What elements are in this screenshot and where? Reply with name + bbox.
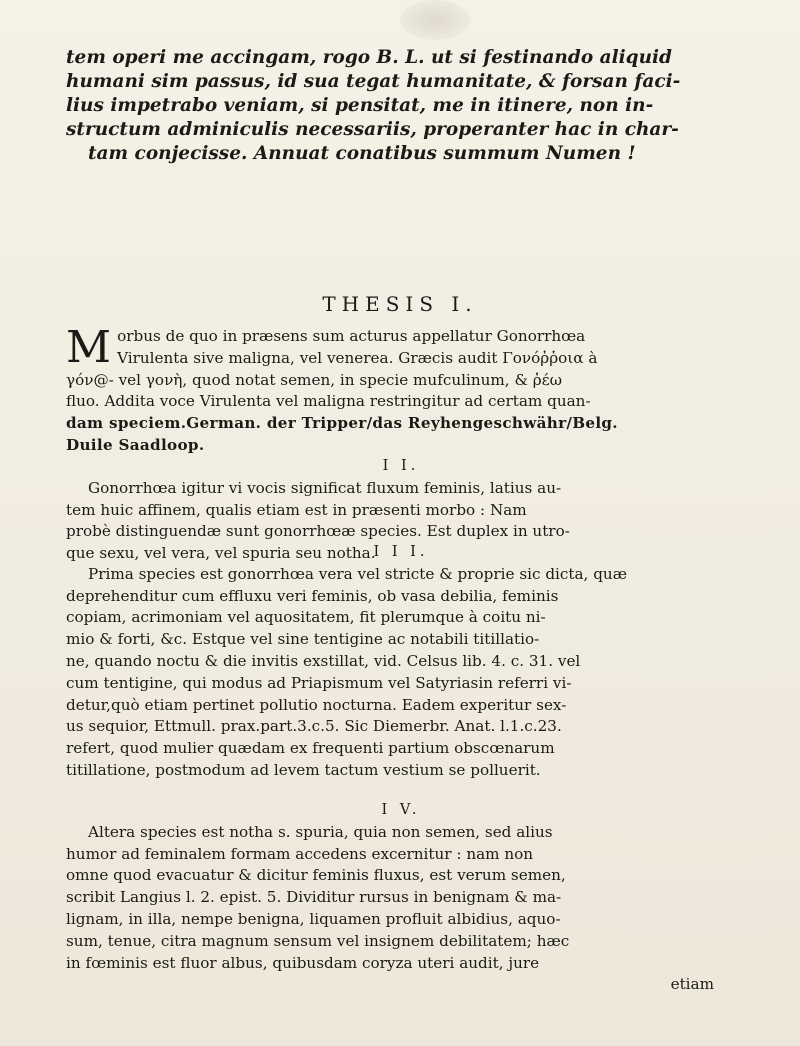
intro-line: structum adminiculis necessariis, properanter hac in char- (66, 119, 679, 140)
text-line: tem huic affinem, qualis etiam est in præsenti morbo : Nam (66, 500, 527, 519)
drop-cap: M (66, 322, 112, 373)
intro-line: humani sim passus, id sua tegat humanitate, & forsan faci- (66, 71, 681, 92)
text-line: Prima species est gonorrhœa vera vel stricte & proprie sic dicta, quæ (88, 564, 627, 583)
text-line: fluo. Addita voce Virulenta vel maligna restringitur ad certam quan- (66, 392, 591, 411)
text-line: copiam, acrimoniam vel aquositatem, fit plerumque à coitu ni- (66, 608, 546, 627)
section-3 (66, 542, 736, 782)
text-line: omne quod evacuatur & dicitur feminis fluxus, est verum semen, (66, 866, 566, 885)
section-number: I V. (381, 802, 421, 818)
paper-stain (400, 0, 470, 40)
text-line: dam speciem.German. der Tripper/das Reyhengeschwähr/Belg. (66, 414, 618, 433)
text-line: Altera species est notha s. spuria, quia non semen, sed alius (88, 822, 553, 841)
text-line: Duile Saadloop. (66, 435, 205, 454)
text-line: refert, quod mulier quædam ex frequenti partium obscœnarum (66, 739, 555, 758)
section-1 (66, 322, 736, 457)
section-number: I I. (382, 458, 420, 474)
text-line: Gonorrhœa igitur vi vocis significat fluxum feminis, latius au- (88, 478, 562, 497)
text-line: in fœminis est fluor albus, quibusdam coryza uteri audit, jure (66, 953, 540, 972)
text-line: scribit Langius l. 2. epist. 5. Dividitur rursus in benignam & ma- (66, 888, 562, 907)
text-line: cum tentigine, qui modus ad Priapismum vel Satyriasin referri vi- (66, 673, 572, 692)
catchword: etiam (670, 975, 714, 994)
text-line: γόν@- vel γονὴ, quod notat semen, in specie mufculinum, & ῥέω (66, 370, 562, 389)
text-line: sum, tenue, citra magnum sensum vel insignem debilitatem; hæc (66, 931, 570, 950)
text-line: lignam, in illa, nempe benigna, liquamen profluit albidius, aquo- (66, 909, 561, 928)
intro-paragraph (66, 46, 736, 166)
intro-line: lius impetrabo veniam, si pensitat, me in itinere, non in- (66, 95, 654, 116)
section-4 (66, 800, 736, 996)
text-line: mio & forti, &c. Estque vel sine tentigine ac notabili titillatio- (66, 630, 540, 649)
text-line: ne, quando noctu & die invitis exstillat, vid. Celsus lib. 4. c. 31. vel (66, 651, 581, 670)
text-line: detur,quò etiam pertinet pollutio nocturna. Eadem experitur sex- (66, 695, 567, 714)
section-number: I I I. (373, 544, 429, 560)
text-line: Virulenta sive maligna, vel venerea. Græcis audit Γονόῤῥοια à (117, 348, 598, 367)
text-line: que sexu, vel vera, vel spuria seu notha. (66, 544, 376, 563)
intro-line: tem operi me accingam, rogo B. L. ut si festinando aliquid (66, 47, 672, 68)
text-line: humor ad feminalem formam accedens excernitur : nam non (66, 844, 534, 863)
text-line: titillatione, postmodum ad levem tactum vestium se polluerit. (66, 760, 541, 779)
thesis-heading: THESIS I. (322, 292, 478, 316)
text-line: deprehenditur cum effluxu veri feminis, ob vasa debilia, feminis (66, 586, 559, 605)
intro-line: tam conjecisse. Annuat conatibus summum Numen ! (88, 143, 636, 164)
text-line: probè distinguendæ sunt gonorrhœæ species. Est duplex in utro- (66, 522, 570, 541)
text-line: us sequior, Ettmull. prax.part.3.c.5. Sic Diemerbr. Anat. l.1.c.23. (66, 717, 562, 736)
text-line: orbus de quo in præsens sum acturus appellatur Gonorrhœa (117, 327, 586, 345)
